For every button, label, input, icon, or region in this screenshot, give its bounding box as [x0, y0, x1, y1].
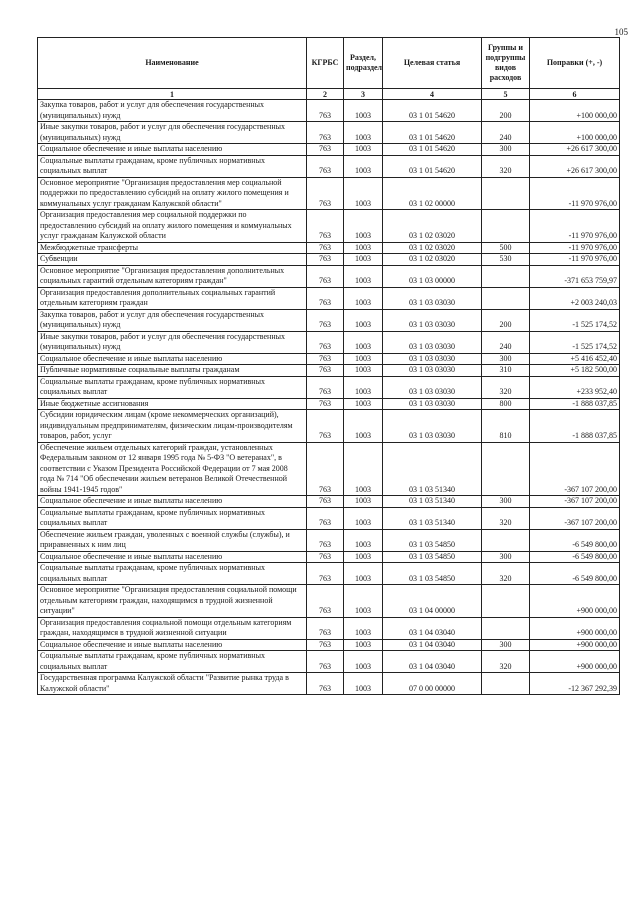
- cell-kgrbs: 763: [307, 144, 344, 156]
- cell-name: Государственная программа Калужской области "Развитие рынка труда в Калужской области": [38, 673, 307, 695]
- cell-kgrbs: 763: [307, 617, 344, 639]
- cell-amendment: -11 970 976,00: [530, 177, 620, 210]
- table-row: [38, 287, 620, 309]
- table-row: [38, 551, 620, 563]
- cell-name: Субсидии юридическим лицам (кроме некоммерческих организаций), индивидуальным предпринимателям, физическим лицам-производителям товаров, работ, услуг: [38, 410, 307, 443]
- cell-target: 03 1 01 54620: [383, 122, 482, 144]
- cell-name: Основное мероприятие "Организация предоставления социальной помощи отдельным категориям граждан, находящимся в трудной жизненной ситуации": [38, 585, 307, 618]
- cell-name: Основное мероприятие "Организация предоставления дополнительных социальных гарантий отдельным категориям граждан": [38, 265, 307, 287]
- cell-target: 03 1 03 00000: [383, 265, 482, 287]
- cell-group: 320: [482, 507, 530, 529]
- cell-name: Социальные выплаты гражданам, кроме публичных нормативных социальных выплат: [38, 376, 307, 398]
- cell-amendment: +2 003 240,03: [530, 287, 620, 309]
- cell-name: Социальное обеспечение и иные выплаты населению: [38, 496, 307, 508]
- column-number: 2: [307, 89, 344, 100]
- table-row: [38, 673, 620, 695]
- cell-name: Социальные выплаты гражданам, кроме публичных нормативных социальных выплат: [38, 507, 307, 529]
- table-row: [38, 410, 620, 443]
- cell-target: 03 1 03 51340: [383, 507, 482, 529]
- column-number: 4: [383, 89, 482, 100]
- cell-group: 800: [482, 398, 530, 410]
- cell-name: Обеспечение жильем отдельных категорий граждан, установленных Федеральным законом от 12 января 1995 года № 5-ФЗ "О ветеранах", в соответствии с Указом Президента Российской Федерации от 7 мая 2008 года № 714 "Об обеспечении жильем ветеранов Великой Отечественной войны 1941-1945 годов": [38, 442, 307, 496]
- cell-group: [482, 177, 530, 210]
- cell-section: 1003: [344, 210, 383, 243]
- cell-section: 1003: [344, 353, 383, 365]
- cell-amendment: +5 182 500,00: [530, 365, 620, 377]
- cell-kgrbs: 763: [307, 442, 344, 496]
- cell-group: [482, 287, 530, 309]
- cell-group: 300: [482, 353, 530, 365]
- table-row: [38, 100, 620, 122]
- cell-group: 200: [482, 100, 530, 122]
- column-number-row: [38, 89, 620, 100]
- table-row: [38, 496, 620, 508]
- cell-target: 03 1 01 54620: [383, 100, 482, 122]
- cell-amendment: -12 367 292,39: [530, 673, 620, 695]
- table-row: [38, 122, 620, 144]
- cell-target: 03 1 03 54850: [383, 529, 482, 551]
- cell-group: [482, 673, 530, 695]
- cell-amendment: -367 107 200,00: [530, 496, 620, 508]
- cell-amendment: +900 000,00: [530, 639, 620, 651]
- cell-target: 03 1 03 03030: [383, 287, 482, 309]
- cell-group: [482, 585, 530, 618]
- table-row: [38, 398, 620, 410]
- table-row: [38, 177, 620, 210]
- cell-amendment: -1 525 174,52: [530, 309, 620, 331]
- cell-amendment: +900 000,00: [530, 617, 620, 639]
- cell-name: Социальные выплаты гражданам, кроме публичных нормативных социальных выплат: [38, 155, 307, 177]
- header-amendment: Поправки (+, -): [530, 38, 620, 89]
- header-target: Целевая статья: [383, 38, 482, 89]
- cell-group: 310: [482, 365, 530, 377]
- cell-amendment: -6 549 800,00: [530, 529, 620, 551]
- cell-kgrbs: 763: [307, 331, 344, 353]
- cell-name: Закупка товаров, работ и услуг для обеспечения государственных (муниципальных) нужд: [38, 100, 307, 122]
- cell-amendment: +900 000,00: [530, 585, 620, 618]
- cell-group: 500: [482, 242, 530, 254]
- cell-amendment: +26 617 300,00: [530, 144, 620, 156]
- table-row: [38, 144, 620, 156]
- cell-name: Межбюджетные трансферты: [38, 242, 307, 254]
- table-row: [38, 617, 620, 639]
- header-row: [38, 38, 620, 89]
- cell-kgrbs: 763: [307, 353, 344, 365]
- cell-section: 1003: [344, 265, 383, 287]
- cell-group: 300: [482, 551, 530, 563]
- cell-target: 07 0 00 00000: [383, 673, 482, 695]
- cell-name: Субвенции: [38, 254, 307, 266]
- cell-kgrbs: 763: [307, 563, 344, 585]
- cell-kgrbs: 763: [307, 639, 344, 651]
- cell-target: 03 1 04 03040: [383, 639, 482, 651]
- cell-group: 240: [482, 122, 530, 144]
- table-row: [38, 331, 620, 353]
- cell-group: 300: [482, 639, 530, 651]
- cell-kgrbs: 763: [307, 376, 344, 398]
- header-section: Раздел, подраздел: [344, 38, 383, 89]
- cell-section: 1003: [344, 398, 383, 410]
- cell-kgrbs: 763: [307, 496, 344, 508]
- table-row: [38, 309, 620, 331]
- cell-amendment: -367 107 200,00: [530, 507, 620, 529]
- header-name: Наименование: [38, 38, 307, 89]
- cell-amendment: +100 000,00: [530, 122, 620, 144]
- cell-amendment: +26 617 300,00: [530, 155, 620, 177]
- cell-target: 03 1 04 03040: [383, 617, 482, 639]
- cell-amendment: -11 970 976,00: [530, 254, 620, 266]
- cell-name: Социальные выплаты гражданам, кроме публичных нормативных социальных выплат: [38, 651, 307, 673]
- cell-target: 03 1 03 03030: [383, 309, 482, 331]
- cell-name: Иные закупки товаров, работ и услуг для обеспечения государственных (муниципальных) нужд: [38, 331, 307, 353]
- cell-group: 200: [482, 309, 530, 331]
- table-row: [38, 442, 620, 496]
- table-row: [38, 639, 620, 651]
- cell-kgrbs: 763: [307, 122, 344, 144]
- cell-kgrbs: 763: [307, 507, 344, 529]
- cell-group: 300: [482, 144, 530, 156]
- cell-target: 03 1 04 03040: [383, 651, 482, 673]
- cell-name: Организация предоставления дополнительных социальных гарантий отдельным категориям граждан: [38, 287, 307, 309]
- cell-amendment: -367 107 200,00: [530, 442, 620, 496]
- cell-section: 1003: [344, 122, 383, 144]
- cell-section: 1003: [344, 254, 383, 266]
- cell-amendment: -6 549 800,00: [530, 563, 620, 585]
- cell-name: Иные бюджетные ассигнования: [38, 398, 307, 410]
- table-row: [38, 210, 620, 243]
- cell-section: 1003: [344, 144, 383, 156]
- cell-kgrbs: 763: [307, 242, 344, 254]
- cell-kgrbs: 763: [307, 651, 344, 673]
- cell-group: 320: [482, 563, 530, 585]
- table-row: [38, 254, 620, 266]
- cell-amendment: -11 970 976,00: [530, 210, 620, 243]
- header-group: Группы и подгруппы видов расходов: [482, 38, 530, 89]
- cell-section: 1003: [344, 585, 383, 618]
- cell-amendment: -6 549 800,00: [530, 551, 620, 563]
- cell-kgrbs: 763: [307, 254, 344, 266]
- cell-name: Социальные выплаты гражданам, кроме публичных нормативных социальных выплат: [38, 563, 307, 585]
- cell-name: Социальное обеспечение и иные выплаты населению: [38, 639, 307, 651]
- cell-section: 1003: [344, 309, 383, 331]
- cell-target: 03 1 02 03020: [383, 242, 482, 254]
- cell-name: Основное мероприятие "Организация предоставления мер социальной поддержки по предоставлению субсидий на оплату жилого помещения и коммунальных услуг гражданам Калужской области": [38, 177, 307, 210]
- table-row: [38, 507, 620, 529]
- table-row: [38, 376, 620, 398]
- cell-target: 03 1 03 51340: [383, 442, 482, 496]
- header-kgrbs: КГРБС: [307, 38, 344, 89]
- cell-amendment: -11 970 976,00: [530, 242, 620, 254]
- cell-target: 03 1 02 00000: [383, 177, 482, 210]
- cell-kgrbs: 763: [307, 673, 344, 695]
- cell-section: 1003: [344, 155, 383, 177]
- cell-group: [482, 265, 530, 287]
- cell-kgrbs: 763: [307, 398, 344, 410]
- cell-kgrbs: 763: [307, 365, 344, 377]
- cell-target: 03 1 04 00000: [383, 585, 482, 618]
- table-row: [38, 651, 620, 673]
- cell-kgrbs: 763: [307, 585, 344, 618]
- cell-section: 1003: [344, 410, 383, 443]
- cell-section: 1003: [344, 442, 383, 496]
- column-number: 1: [38, 89, 307, 100]
- cell-name: Публичные нормативные социальные выплаты гражданам: [38, 365, 307, 377]
- cell-group: 240: [482, 331, 530, 353]
- table-row: [38, 265, 620, 287]
- cell-name: Организация предоставления социальной помощи отдельным категориям граждан, находящимся в трудной жизненной ситуации: [38, 617, 307, 639]
- cell-section: 1003: [344, 651, 383, 673]
- cell-section: 1003: [344, 100, 383, 122]
- cell-section: 1003: [344, 529, 383, 551]
- cell-group: 320: [482, 155, 530, 177]
- cell-section: 1003: [344, 639, 383, 651]
- page-number: 105: [614, 27, 628, 37]
- cell-target: 03 1 01 54620: [383, 144, 482, 156]
- cell-group: 320: [482, 376, 530, 398]
- cell-name: Организация предоставления мер социальной поддержки по предоставлению субсидий на оплату жилого помещения и коммунальных услуг гражданам Калужской области: [38, 210, 307, 243]
- cell-target: 03 1 01 54620: [383, 155, 482, 177]
- column-number: 6: [530, 89, 620, 100]
- cell-section: 1003: [344, 376, 383, 398]
- cell-target: 03 1 03 03030: [383, 398, 482, 410]
- cell-group: [482, 529, 530, 551]
- cell-name: Социальное обеспечение и иные выплаты населению: [38, 353, 307, 365]
- cell-kgrbs: 763: [307, 287, 344, 309]
- budget-amendments-table: [37, 37, 620, 695]
- cell-target: 03 1 03 03030: [383, 410, 482, 443]
- cell-section: 1003: [344, 177, 383, 210]
- cell-section: 1003: [344, 331, 383, 353]
- cell-target: 03 1 03 54850: [383, 551, 482, 563]
- table-row: [38, 365, 620, 377]
- table-body: [38, 100, 620, 695]
- cell-group: 320: [482, 651, 530, 673]
- cell-name: Социальное обеспечение и иные выплаты населению: [38, 551, 307, 563]
- cell-section: 1003: [344, 287, 383, 309]
- table-row: [38, 242, 620, 254]
- table-row: [38, 529, 620, 551]
- cell-group: [482, 210, 530, 243]
- cell-kgrbs: 763: [307, 265, 344, 287]
- cell-group: 530: [482, 254, 530, 266]
- cell-section: 1003: [344, 673, 383, 695]
- cell-section: 1003: [344, 365, 383, 377]
- cell-section: 1003: [344, 507, 383, 529]
- cell-section: 1003: [344, 242, 383, 254]
- cell-amendment: -1 888 037,85: [530, 410, 620, 443]
- cell-name: Обеспечение жильем граждан, уволенных с военной службы (службы), и приравненных к ним лиц: [38, 529, 307, 551]
- cell-target: 03 1 03 03030: [383, 376, 482, 398]
- cell-kgrbs: 763: [307, 177, 344, 210]
- cell-name: Социальное обеспечение и иные выплаты населению: [38, 144, 307, 156]
- cell-amendment: -1 525 174,52: [530, 331, 620, 353]
- cell-section: 1003: [344, 563, 383, 585]
- cell-section: 1003: [344, 617, 383, 639]
- cell-target: 03 1 02 03020: [383, 210, 482, 243]
- cell-kgrbs: 763: [307, 529, 344, 551]
- cell-kgrbs: 763: [307, 100, 344, 122]
- cell-section: 1003: [344, 551, 383, 563]
- cell-group: 810: [482, 410, 530, 443]
- table-row: [38, 155, 620, 177]
- cell-kgrbs: 763: [307, 309, 344, 331]
- cell-target: 03 1 03 51340: [383, 496, 482, 508]
- table-row: [38, 563, 620, 585]
- cell-kgrbs: 763: [307, 155, 344, 177]
- cell-target: 03 1 03 03030: [383, 365, 482, 377]
- cell-amendment: -371 653 759,97: [530, 265, 620, 287]
- cell-group: [482, 617, 530, 639]
- column-number: 3: [344, 89, 383, 100]
- cell-amendment: +5 416 452,40: [530, 353, 620, 365]
- cell-name: Иные закупки товаров, работ и услуг для обеспечения государственных (муниципальных) нужд: [38, 122, 307, 144]
- cell-name: Закупка товаров, работ и услуг для обеспечения государственных (муниципальных) нужд: [38, 309, 307, 331]
- cell-amendment: +233 952,40: [530, 376, 620, 398]
- cell-group: 300: [482, 496, 530, 508]
- cell-amendment: +100 000,00: [530, 100, 620, 122]
- cell-target: 03 1 03 03030: [383, 353, 482, 365]
- cell-target: 03 1 03 54850: [383, 563, 482, 585]
- cell-target: 03 1 03 03030: [383, 331, 482, 353]
- cell-kgrbs: 763: [307, 410, 344, 443]
- cell-target: 03 1 02 03020: [383, 254, 482, 266]
- cell-kgrbs: 763: [307, 551, 344, 563]
- table-row: [38, 353, 620, 365]
- cell-amendment: -1 888 037,85: [530, 398, 620, 410]
- column-number: 5: [482, 89, 530, 100]
- cell-group: [482, 442, 530, 496]
- cell-amendment: +900 000,00: [530, 651, 620, 673]
- cell-section: 1003: [344, 496, 383, 508]
- table-row: [38, 585, 620, 618]
- cell-kgrbs: 763: [307, 210, 344, 243]
